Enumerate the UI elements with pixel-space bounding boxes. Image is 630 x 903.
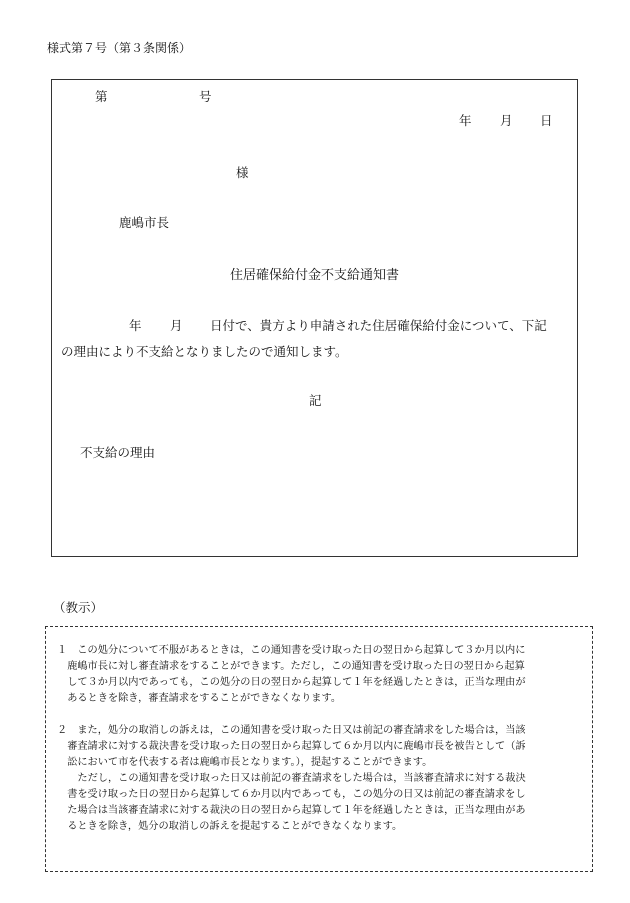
item2-line: 訟において市を代表する者は鹿嶋市長となります。），提起することができます。	[67, 757, 433, 768]
item2-proviso-line: た場合は当該審査請求に対する裁決の日の翌日から起算して１年を経過したときは，正当な理由があ	[67, 805, 526, 816]
item2-proviso-line: るときを除き，処分の取消しの訴えを提起することができなくなります。	[67, 821, 403, 832]
date-day: 日	[540, 113, 553, 128]
item2-line: 審査請求に対する裁決書を受け取った日の翌日から起算して６か月以内に鹿嶋市長を被告として（訴	[67, 741, 526, 752]
body-text-line1: 日付で、貴方より申請された住居確保給付金について、下記	[210, 318, 547, 333]
reason-label: 不支給の理由	[80, 445, 156, 460]
issuer-name: 鹿嶋市長	[119, 215, 170, 230]
document-number-go: 号	[199, 89, 212, 104]
ki-label: 記	[309, 393, 322, 408]
item2-proviso-line: 書を受け取った日の翌日から起算して６か月以内であっても，この処分の日又は前記の審査請求をし	[67, 789, 526, 800]
body-text-line2: の理由により不支給となりましたので通知します。	[61, 344, 348, 359]
form-number: 様式第７号（第３条関係）	[47, 41, 192, 55]
notice-form-box	[51, 79, 578, 557]
body-year: 年	[129, 318, 142, 333]
item1-line: 鹿嶋市長に対し審査請求をすることができます。ただし，この通知書を受け取った日の翌日から起算	[67, 661, 525, 672]
item1-line: して３か月以内であっても，この処分の日の翌日から起算して１年を経過したときは，正当な理由が	[67, 677, 526, 688]
document-number-dai: 第	[95, 89, 108, 104]
item2-line: ２ また，処分の取消しの訴えは，この通知書を受け取った日又は前記の審査請求をした場合は，当該	[57, 725, 526, 736]
instructions-box	[45, 626, 593, 872]
date-month: 月	[500, 113, 513, 128]
instructions-heading: （教示）	[53, 600, 104, 615]
addressee-sama: 様	[236, 165, 249, 180]
item1-line: １ この処分について不服があるときは，この通知書を受け取った日の翌日から起算して３か月以内に	[57, 645, 526, 656]
document-title: 住居確保給付金不支給通知書	[230, 268, 400, 283]
date-year: 年	[459, 113, 472, 128]
item1-line: あるときを除き，審査請求をすることができなくなります。	[67, 693, 342, 704]
instructions-text	[57, 643, 587, 835]
body-month: 月	[170, 318, 183, 333]
item2-proviso-line: ただし，この通知書を受け取った日又は前記の審査請求をした場合は，当該審査請求に対する裁決	[77, 773, 526, 784]
